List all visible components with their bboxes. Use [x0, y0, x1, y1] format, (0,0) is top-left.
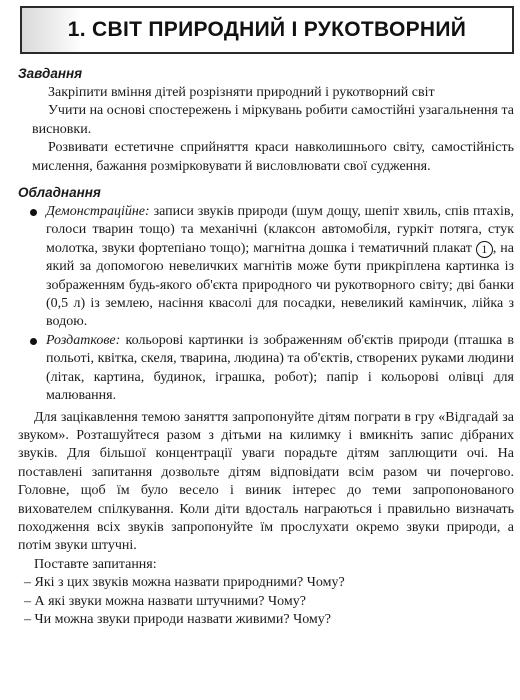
demo-text-after: , на який за допомогою невеличких магнітів може бути прикріплена картинка із зображенням будь-якого об'єкта природного чи рукотворного світу; дві банки (0,5 л) із землею, насіння квасолі для посадки, невеликий камінчик, лійка з водою. — [46, 240, 514, 330]
page-content — [18, 66, 514, 629]
questions-list — [18, 574, 514, 629]
demo-text-before: записи звуків природи (шум дощу, шепіт хвиль, спів птахів, голоси тварин тощо) та механічні (клаксон автомобіля, гуркіт потяга, стук молотка, звуки фортепіано тощо); магнітна дошка і тематичний плакат — [46, 204, 514, 256]
handout-term: Роздаткове: — [46, 332, 121, 348]
demo-term: Демонстраційне: — [46, 204, 150, 220]
poster-number-badge: 1 — [476, 241, 493, 258]
handout-text: кольорові картинки із зображенням об'єктів природи (пташка в польоті, квітка, скеля, тварина, людина) та об'єктів, створених руками людини (літак, картина, будинок, іграшка, робот); папір і кольорові олівці для малювання. — [46, 332, 514, 404]
equipment-heading: Обладнання — [18, 185, 101, 201]
task-paragraph: Розвивати естетичне сприйняття краси навколишнього світу, самостійність мислення, бажання розмірковувати й висловлювати свої судження. — [32, 140, 514, 174]
task-paragraph: Закріпити вміння дітей розрізняти природний і рукотворний світ — [48, 85, 435, 100]
bullet-icon — [30, 209, 37, 216]
task-paragraph: Учити на основі спостережень і міркувань робити самостійні узагальнення та висновки. — [32, 103, 514, 137]
question-item: – А які звуки можна назвати штучними? Чому? — [24, 593, 306, 609]
questions-intro: Поставте запитання: — [34, 556, 157, 572]
tasks-section — [18, 66, 514, 176]
question-item: – Які з цих звуків можна назвати природними? Чому? — [24, 575, 345, 591]
lesson-body — [18, 409, 514, 630]
equipment-handout-item — [18, 332, 514, 406]
equipment-section — [18, 185, 514, 405]
intro-paragraph: Для зацікавлення темою заняття запропонуйте дітям пограти в гру «Відгадай за звуком». Розташуйтеся разом з дітьми на килимку і вмикніть запис дібраних звуків. Для більшої концентрації уваги порадьте дітям заплющити очі. На поставлені запитання дозвольте дітям відповідати всім разом чи почергово. Головне, щоб їм було весело і виник інтерес до теми запропонованого вихователем спілкування. Коли діти вдосталь награються і правильно визначать походження всіх звуків запропонуйте їм прослухати окремо звуки природи, а потім звуки штучні. — [18, 409, 514, 554]
question-item: – Чи можна звуки природи назвати живими? Чому? — [24, 611, 331, 627]
equipment-list — [18, 203, 514, 405]
bullet-icon — [30, 338, 37, 345]
equipment-demo-item — [18, 203, 514, 332]
page-title: 1. СВІТ ПРИРОДНИЙ І РУКОТВОРНИЙ — [67, 18, 467, 41]
title-banner — [20, 6, 514, 54]
tasks-heading: Завдання — [18, 66, 83, 81]
